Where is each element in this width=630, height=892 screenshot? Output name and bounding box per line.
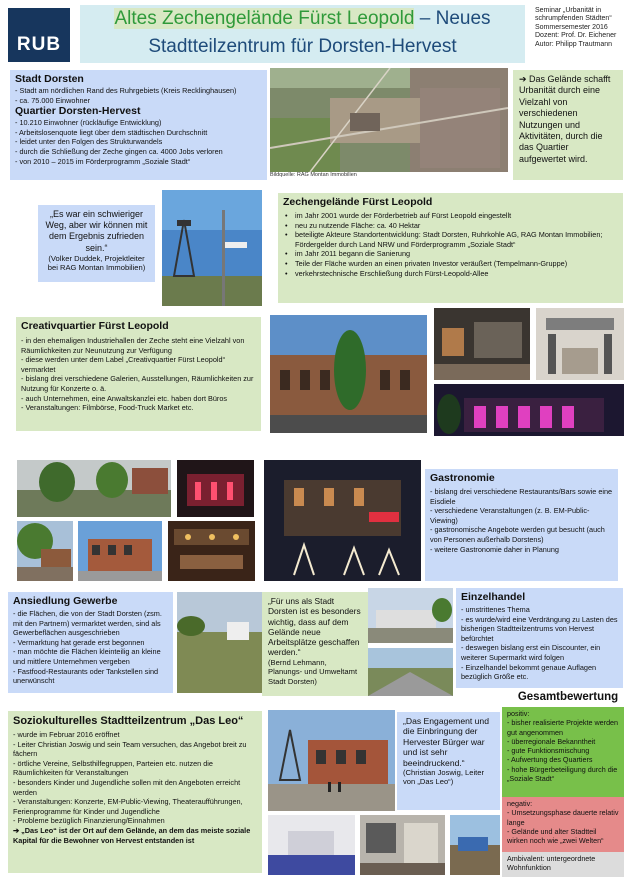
gewerbe-line: - Vermarktung hat gerade erst begonnen bbox=[13, 637, 145, 647]
gastronomie-box bbox=[425, 469, 618, 581]
zeche-item: • im Jahr 2001 wurde der Förderbetrieb auf Fürst Leopold eingestellt bbox=[283, 211, 618, 221]
supermarket-photo bbox=[368, 588, 453, 643]
quote-text: „Das Engagement und die Einbringung der Hervester Bürger war und ist sehr beeindruckend.“ bbox=[403, 716, 489, 768]
negative-item: - Umsetzungsphase dauerte relativ lange bbox=[507, 808, 619, 827]
quote-source: (Bernd Lehmann, Planungs- und Umweltamt Stadt Dorsten) bbox=[268, 657, 358, 686]
quartier-line: - von 2010 – 2015 im Förderprogramm „Soziale Stadt“ bbox=[15, 156, 191, 166]
seminar-line: Autor: Philipp Trautmann bbox=[535, 40, 613, 48]
title-banner bbox=[80, 5, 525, 63]
quote-joswig bbox=[397, 712, 500, 810]
creativ-heading: Creativquartier Fürst Leopold bbox=[21, 320, 169, 332]
zeche-heading: Zechengelände Fürst Leopold bbox=[283, 196, 433, 208]
seminar-info bbox=[535, 7, 627, 49]
creativ-line: - diese werden unter dem Label „Creativquartier Fürst Leopold“ vermarktet bbox=[21, 355, 226, 374]
seminar-line: Dozent: Prof. Dr. Eichener bbox=[535, 32, 617, 40]
gallery-photo bbox=[434, 308, 530, 380]
restaurant-interior-photo bbox=[168, 521, 255, 581]
title-dash: – Neues bbox=[414, 8, 491, 29]
leo-building-photo bbox=[268, 710, 395, 811]
handel-line: - umstrittenes Thema bbox=[461, 605, 530, 614]
quote-text: „Es war ein schwieriger Weg, aber wir können mit dem Ergebnis zufrieden sein.“ bbox=[45, 209, 148, 253]
positive-label: positiv: bbox=[507, 709, 530, 718]
building-photo bbox=[78, 521, 162, 581]
gastro-line: - weitere Gastronomie daher in Planung bbox=[430, 544, 559, 554]
leo-line: - Leiter Christian Joswig und sein Team versuchen, das Angebot breit zu fächern bbox=[13, 739, 247, 759]
tower-photo bbox=[162, 190, 262, 306]
aerial-photo bbox=[270, 68, 508, 172]
negative-item: - Gelände und alter Stadtteil wirken noch wie „zwei Welten“ bbox=[507, 826, 604, 846]
urbanitaet-text: ➔ Das Gelände schafft Urbanität durch eine Vielzahl von verschiedenen Nutzungen und Aktivitäten, durch die das Quartier aufgewertet wird. bbox=[519, 74, 611, 164]
aerial-caption: Bildquelle: RAG Montan Immobilien bbox=[270, 172, 357, 178]
quartier-heading: Quartier Dorsten-Hervest bbox=[15, 105, 141, 118]
hall-photo bbox=[270, 315, 427, 433]
gewerbe-heading: Ansiedlung Gewerbe bbox=[13, 595, 118, 607]
positive-item: - Aufwertung des Quartiers bbox=[507, 755, 593, 765]
gastro-line: - gastronomische Angebote werden gut besucht (auch von Personen außerhalb Dorstens) bbox=[430, 525, 605, 544]
gastro-heading: Gastronomie bbox=[430, 472, 495, 484]
illuminated-site-photo bbox=[264, 460, 421, 581]
quartier-line: - 10.210 Einwohner (rückläufige Entwicklung) bbox=[15, 118, 162, 128]
seminar-line: Sommersemester 2016 bbox=[535, 23, 608, 31]
quartier-line: - leidet unter den Folgen des Strukturwandels bbox=[15, 137, 163, 147]
leo-line: - besonders Kinder und Jugendliche sollen mit den Angeboten erreicht werden bbox=[13, 777, 241, 797]
night-hall-photo bbox=[434, 384, 624, 436]
leo-hall-photo bbox=[268, 815, 355, 875]
zeche-item: • im Jahr 2011 begann die Sanierung bbox=[283, 249, 618, 259]
park-photo bbox=[17, 460, 171, 517]
zeche-box bbox=[278, 193, 623, 303]
creativquartier-box bbox=[16, 317, 261, 431]
quote-lehmann bbox=[262, 592, 368, 696]
leo-line: - Veranstaltungen: Konzerte, EM-Public-Viewing, Theateraufführungen, Ferienprogramme für Kinder und Jugendliche bbox=[13, 797, 243, 816]
quote-text: „Für uns als Stadt Dorsten ist es besonders wichtig, dass auf dem Gelände neue Arbeitsplätze geschaffen werden.“ bbox=[268, 596, 361, 658]
leo-line: - Probleme bezüglich Finanzierung/Einnahmen bbox=[13, 816, 165, 826]
positive-item: - überregionale Bekanntheit bbox=[507, 736, 596, 746]
quartier-line: - durch die Schließung der Zeche gingen ca. 4000 Jobs verloren bbox=[15, 146, 223, 156]
title-line-1 bbox=[80, 8, 525, 30]
gewerbe-line: - die Flächen, die von der Stadt Dorsten (zsm. mit den Partnern) vermarktet werden, sind als Gewerbeflächen ausgeschrieben bbox=[13, 609, 162, 638]
gastro-line: - verschiedene Veranstaltungen (z. B. EM-Public-Viewing) bbox=[430, 506, 590, 525]
gewerbe-line: - man möchte die Flächen kleinteilig an kleine und mittlere Unternehmen vergeben bbox=[13, 647, 161, 666]
street-photo bbox=[368, 648, 453, 696]
rub-logo bbox=[8, 8, 70, 62]
leo-outdoor-photo bbox=[450, 815, 500, 875]
quartier-line: - Arbeitslosenquote liegt über dem städtischen Durchschnitt bbox=[15, 127, 208, 137]
terrace-photo bbox=[17, 521, 73, 581]
leo-line: - wurde im Februar 2016 eröffnet bbox=[13, 730, 120, 739]
quote-source: (Christian Joswig, Leiter von „Das Leo“) bbox=[403, 768, 485, 787]
evaluation-title: Gesamtbewertung bbox=[517, 691, 619, 703]
leo-conclusion: ➔ „Das Leo“ ist der Ort auf dem Gelände, an dem das meiste soziale Kapital für die Bewohner von Hervest entstanden ist bbox=[13, 825, 251, 845]
negative-label: negativ: bbox=[507, 799, 533, 808]
gewerbe-box bbox=[8, 592, 173, 693]
zeche-item: • neu zu nutzende Fläche: ca. 40 Hektar bbox=[283, 221, 618, 231]
zeche-item: • beteiligte Akteure Standortentwicklung: Stadt Dorsten, Ruhrkohle AG, RAG Montan Immobilien; Fördergelder durch Land NRW und Förderprogramm „Soziale Stadt“ bbox=[283, 230, 618, 249]
field-photo bbox=[177, 592, 262, 693]
title-part-1: Altes Zechengelände Fürst Leopold bbox=[114, 8, 415, 29]
stadt-line: - ca. 75.000 Einwohner bbox=[15, 95, 91, 105]
creativ-line: - in den ehemaligen Industriehallen der Zeche steht eine Vielzahl von Räumlichkeiten zur Neunutzung zur Verfügung bbox=[21, 336, 245, 355]
handel-line: - deswegen bislang erst ein Discounter, ein weiterer Supermarkt wird folgen bbox=[461, 643, 601, 662]
stadt-heading: Stadt Dorsten bbox=[15, 73, 84, 85]
stadt-line: - Stadt am nördlichen Rand des Ruhrgebiets (Kreis Recklinghausen) bbox=[15, 86, 237, 95]
positive-item: - hohe Bürgerbeteiligung durch die „Soziale Stadt“ bbox=[507, 764, 618, 784]
zeche-item: • verkehrstechnische Erschließung durch Fürst-Leopold-Allee bbox=[283, 269, 618, 279]
ambivalent-text: Ambivalent: untergeordnete Wohnfunktion bbox=[507, 854, 596, 873]
evaluation-ambivalent bbox=[502, 852, 624, 877]
gastro-line: - bislang drei verschiedene Restaurants/Bars sowie eine Eisdiele bbox=[430, 487, 613, 506]
zeche-item: • Teile der Fläche wurden an einen privaten Investor veräußert (Tempelmann-Gruppe) bbox=[283, 259, 618, 269]
quote-duddek bbox=[38, 205, 155, 282]
urbanitaet-box bbox=[513, 70, 623, 180]
gewerbe-line: - Fastfood-Restaurants oder Tankstellen sind unerwünscht bbox=[13, 666, 159, 686]
handel-line: - Einzelhandel bekommt genaue Auflagen bezüglich Größe etc. bbox=[461, 662, 597, 682]
quote-source: (Volker Duddek, Projektleiter bei RAG Montan Immobilien) bbox=[47, 253, 146, 273]
seminar-line: schrumpfenden Städten“ bbox=[535, 15, 612, 23]
evaluation-negative bbox=[502, 797, 624, 852]
handel-heading: Einzelhandel bbox=[461, 591, 526, 603]
handel-line: - es wurde/wird eine Verdrängung zu Lasten des bisherigen Stadtteilzentrums von Hervest befürchtet bbox=[461, 614, 618, 643]
leo-box bbox=[8, 711, 262, 873]
creativ-line: - bislang drei verschiedene Galerien, Ausstellungen, Räumlichkeiten zur Nutzung für Konzerte o. ä. bbox=[21, 374, 254, 393]
leo-heading: Soziokulturelles Stadtteilzentrum „Das Leo“ bbox=[13, 715, 244, 727]
positive-item: - gute Funktionsmischung bbox=[507, 746, 590, 756]
creativ-line: - auch Unternehmen, eine Anwaltskanzlei etc. haben dort Büros bbox=[21, 393, 228, 403]
leo-line: - örtliche Vereine, Selbsthilfegruppen, Parteien etc. nutzen die Räumlichkeiten für Veranstaltungen bbox=[13, 758, 213, 778]
einzelhandel-box bbox=[456, 588, 623, 688]
title-line-2: Stadtteilzentrum für Dorsten-Hervest bbox=[148, 36, 457, 57]
logo-text: RUB bbox=[16, 34, 62, 55]
seminar-line: Seminar „Urbanität in bbox=[535, 7, 602, 14]
bar-night-photo bbox=[177, 460, 254, 517]
leo-room-photo bbox=[360, 815, 445, 875]
interior-photo bbox=[536, 308, 624, 380]
stadt-dorsten-box bbox=[10, 70, 267, 180]
creativ-line: - Veranstaltungen: Filmbörse, Food-Truck Market etc. bbox=[21, 403, 194, 413]
positive-item: - bisher realisierte Projekte werden gut angenommen bbox=[507, 718, 619, 737]
evaluation-positive bbox=[502, 707, 624, 797]
